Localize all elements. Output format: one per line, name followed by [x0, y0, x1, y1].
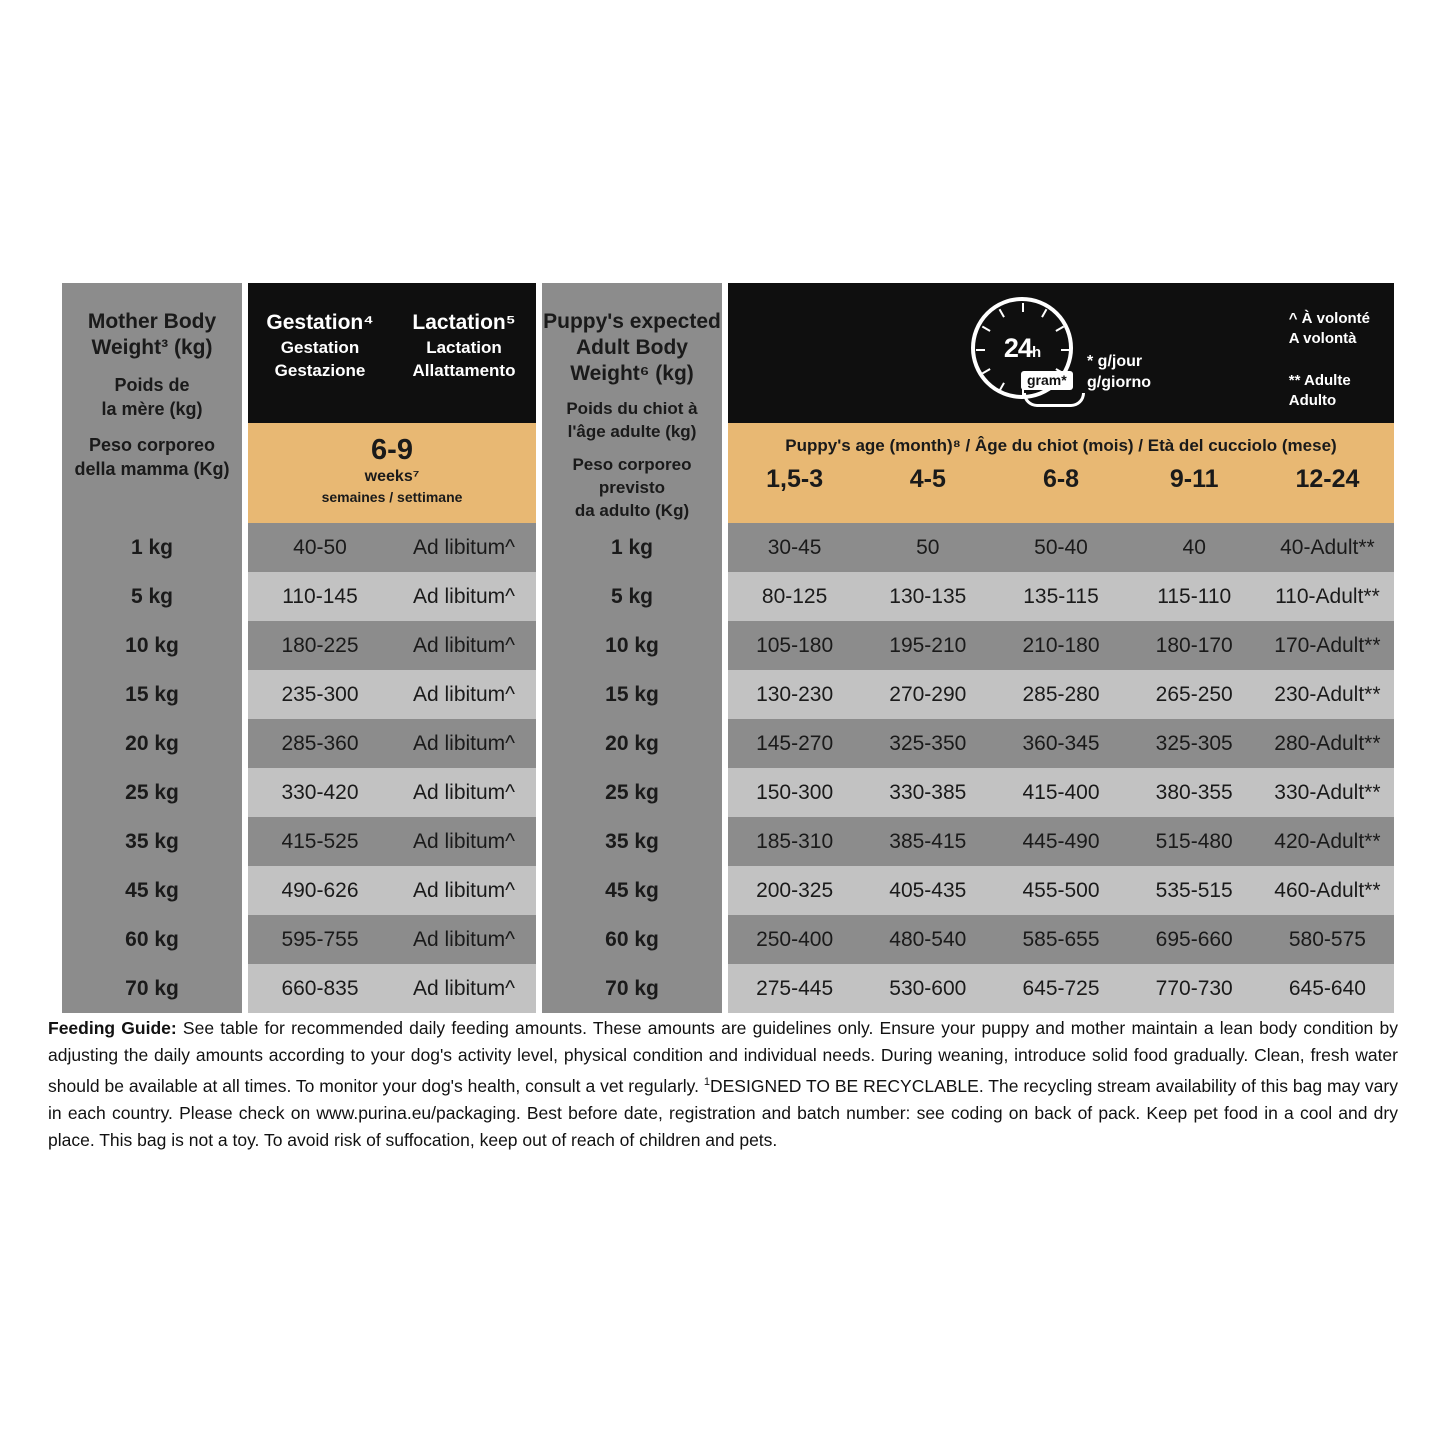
cell-gestation: 110-145 — [282, 584, 358, 608]
cell-age-0: 250-400 — [756, 927, 834, 951]
mother-header-fr-1: Poids de — [114, 375, 190, 395]
cell-mother-weight: 20 kg — [62, 719, 242, 768]
age-col-1: 4-5 — [909, 465, 946, 493]
lactation-label-it: Allattamento — [412, 361, 516, 380]
table-row — [62, 866, 1394, 915]
gestation-label-it: Gestazione — [274, 361, 366, 380]
cell-ages-group — [728, 719, 1394, 768]
cell-age-1: 480-540 — [889, 927, 967, 951]
age-col-3: 9-11 — [1169, 465, 1219, 493]
gestation-label-en: Gestation⁴ — [266, 311, 374, 334]
gram-per-day-it: g/giorno — [1087, 374, 1151, 391]
cell-age-3: 380-355 — [1155, 780, 1233, 804]
cell-gestation-lactation — [248, 817, 536, 866]
cell-age-1: 530-600 — [889, 976, 967, 1000]
cell-puppy-weight: 15 kg — [542, 670, 722, 719]
weeks-value: 6-9 — [371, 434, 413, 466]
cell-gestation-lactation — [248, 621, 536, 670]
cell-puppy-weight: 20 kg — [542, 719, 722, 768]
cell-puppy-weight: 1 kg — [542, 523, 722, 572]
cell-lactation: Ad libitum^ — [412, 927, 516, 951]
table-row — [62, 670, 1394, 719]
cell-age-3: 40 — [1182, 535, 1206, 559]
cell-ages-group — [728, 768, 1394, 817]
cell-mother-weight: 1 kg — [62, 523, 242, 572]
cell-ages-group — [728, 964, 1394, 1013]
cell-lactation: Ad libitum^ — [412, 878, 516, 902]
table-row — [62, 572, 1394, 621]
age-col-4: 12-24 — [1295, 465, 1360, 493]
feeding-guide-label: Feeding Guide: — [48, 1018, 177, 1038]
cell-lactation: Ad libitum^ — [412, 584, 516, 608]
cell-age-1: 195-210 — [889, 633, 967, 657]
cell-gestation-lactation — [248, 768, 536, 817]
weeks-label-en: weeks⁷ — [364, 468, 420, 485]
age-col-2: 6-8 — [1042, 465, 1080, 493]
cell-gestation: 490-626 — [281, 878, 359, 902]
cell-mother-weight: 15 kg — [62, 670, 242, 719]
lactation-header — [392, 309, 536, 423]
feeding-guide-text-2: DESIGNED TO BE RECYCLABLE. The recycling stream availability of this bag may vary in each country. Please check on www.purina.eu/packaging. Best before date, registration and batch number: see coding on back of pack. Keep pet food in a cool and dry place. This bag is not a toy. To avoid risk of suffocation, keep out of reach of children and pets. — [48, 1075, 1398, 1150]
cell-lactation: Ad libitum^ — [412, 731, 516, 755]
cell-age-4: 110-Adult** — [1275, 584, 1380, 608]
cell-gestation-lactation — [248, 915, 536, 964]
mother-header-it-2: della mamma (Kg) — [74, 459, 230, 479]
mother-weight-header — [62, 283, 242, 523]
cell-ages-group — [728, 866, 1394, 915]
clock-bowl-graphic — [971, 297, 1151, 399]
puppy-age-subheader — [728, 423, 1394, 523]
puppy-header-fr-1: Poids du chiot à — [566, 399, 698, 418]
lactation-label-en: Lactation⁵ — [412, 311, 516, 334]
cell-ages-group — [728, 915, 1394, 964]
note-ad-libitum-it: A volontà — [1288, 330, 1357, 347]
cell-puppy-weight: 25 kg — [542, 768, 722, 817]
clock-24h-icon — [971, 297, 1073, 399]
cell-age-4: 420-Adult** — [1274, 829, 1381, 853]
cell-lactation: Ad libitum^ — [412, 535, 516, 559]
cell-age-3: 535-515 — [1155, 878, 1233, 902]
table-row — [62, 915, 1394, 964]
footnote-marker: 1 — [703, 1076, 710, 1088]
table-row — [62, 719, 1394, 768]
cell-age-0: 80-125 — [761, 584, 828, 608]
daily-amount-header — [728, 283, 1394, 423]
cell-age-4: 170-Adult** — [1274, 633, 1381, 657]
cell-age-3: 515-480 — [1155, 829, 1233, 853]
cell-puppy-weight: 5 kg — [542, 572, 722, 621]
cell-age-0: 150-300 — [756, 780, 834, 804]
mother-header-it-1: Peso corporeo — [88, 435, 216, 455]
cell-mother-weight: 35 kg — [62, 817, 242, 866]
note-adult-it: Adulto — [1288, 392, 1337, 409]
cell-puppy-weight: 10 kg — [542, 621, 722, 670]
table-row — [62, 964, 1394, 1013]
puppy-header-it-2: da adulto (Kg) — [574, 501, 690, 520]
cell-gestation: 235-300 — [281, 682, 359, 706]
cell-gestation-lactation — [248, 719, 536, 768]
weeks-label-other: semaines / settimane — [321, 489, 463, 505]
table-row — [62, 817, 1394, 866]
cell-age-1: 270-290 — [889, 682, 967, 706]
cell-age-3: 115-110 — [1157, 584, 1232, 608]
cell-age-1: 385-415 — [889, 829, 967, 853]
note-ad-libitum-fr: ^ À volonté — [1288, 310, 1370, 327]
gestation-label-fr: Gestation — [280, 338, 360, 357]
cell-mother-weight: 25 kg — [62, 768, 242, 817]
cell-age-2: 210-180 — [1022, 633, 1100, 657]
cell-age-3: 770-730 — [1155, 976, 1233, 1000]
clock-unit: h — [1031, 344, 1041, 361]
cell-age-2: 360-345 — [1022, 731, 1100, 755]
puppy-age-caption: Puppy's age (month)⁸ / Âge du chiot (mois) / Età del cucciolo (mese) — [785, 436, 1337, 455]
cell-gestation: 180-225 — [281, 633, 359, 657]
cell-age-2: 285-280 — [1022, 682, 1100, 706]
cell-ages-group — [728, 670, 1394, 719]
cell-age-0: 105-180 — [756, 633, 834, 657]
cell-age-1: 50 — [916, 535, 940, 559]
table-body — [62, 523, 1394, 1013]
cell-age-4: 40-Adult** — [1280, 535, 1375, 559]
puppy-header-fr-2: l'âge adulte (kg) — [567, 422, 697, 441]
table-row — [62, 621, 1394, 670]
cell-puppy-weight: 45 kg — [542, 866, 722, 915]
cell-age-4: 230-Adult** — [1274, 682, 1381, 706]
cell-age-2: 135-115 — [1023, 584, 1099, 608]
cell-puppy-weight: 70 kg — [542, 964, 722, 1013]
gestation-lactation-header — [248, 283, 536, 423]
cell-mother-weight: 10 kg — [62, 621, 242, 670]
cell-gestation-lactation — [248, 572, 536, 621]
gram-label: gram* — [1021, 371, 1073, 390]
cell-age-2: 50-40 — [1034, 535, 1088, 559]
cell-age-2: 585-655 — [1022, 927, 1100, 951]
mother-weight-header-col — [62, 283, 242, 523]
cell-age-2: 445-490 — [1022, 829, 1100, 853]
puppy-header-en-3: Weight⁶ (kg) — [570, 362, 694, 385]
feeding-guide-footnote — [48, 1015, 1398, 1154]
cell-gestation: 415-525 — [281, 829, 359, 853]
cell-mother-weight: 70 kg — [62, 964, 242, 1013]
food-bowl-icon — [1021, 371, 1105, 407]
gestation-weeks-subheader — [248, 423, 536, 523]
cell-gestation-lactation — [248, 964, 536, 1013]
cell-lactation: Ad libitum^ — [412, 829, 516, 853]
clock-number: 24 — [1003, 333, 1032, 363]
cell-ages-group — [728, 621, 1394, 670]
bowl-shape — [1023, 393, 1085, 407]
cell-age-3: 180-170 — [1155, 633, 1233, 657]
cell-lactation: Ad libitum^ — [412, 682, 516, 706]
mother-header-en-2: Weight³ (kg) — [91, 336, 213, 359]
cell-gestation-lactation — [248, 523, 536, 572]
note-adult-fr: ** Adulte — [1288, 372, 1351, 389]
feeding-table — [62, 283, 1394, 1013]
cell-ages-group — [728, 572, 1394, 621]
cell-age-0: 275-445 — [756, 976, 834, 1000]
cell-gestation-lactation — [248, 866, 536, 915]
puppy-header-en-1: Puppy's expected — [543, 310, 721, 333]
cell-age-3: 695-660 — [1155, 927, 1233, 951]
puppy-weight-header-col — [542, 283, 722, 523]
legend-notes — [1289, 309, 1370, 411]
cell-age-3: 325-305 — [1155, 731, 1233, 755]
feeding-guide-text: See table for recommended daily feeding amounts. These amounts are guidelines only. Ensure your puppy and mother maintain a lean body condition by adjusting the daily amounts according to your dog's activity level, physical condition and individual needs. During weaning, introduce solid food gradually. Clean, fresh water should be available at all times. To monitor your dog's health, consult a vet regularly. — [48, 1018, 1398, 1096]
cell-gestation-lactation — [248, 670, 536, 719]
cell-lactation: Ad libitum^ — [412, 976, 516, 1000]
cell-ages-group — [728, 817, 1394, 866]
cell-ages-group — [728, 523, 1394, 572]
cell-age-1: 325-350 — [889, 731, 967, 755]
cell-mother-weight: 45 kg — [62, 866, 242, 915]
cell-age-2: 645-725 — [1022, 976, 1100, 1000]
cell-age-4: 645-640 — [1288, 976, 1366, 1000]
cell-age-0: 30-45 — [767, 535, 822, 559]
cell-age-4: 460-Adult** — [1274, 878, 1381, 902]
ages-header-col — [728, 283, 1394, 523]
cell-age-0: 200-325 — [756, 878, 834, 902]
cell-age-0: 130-230 — [756, 682, 834, 706]
table-header — [62, 283, 1394, 523]
cell-age-2: 415-400 — [1022, 780, 1100, 804]
cell-gestation: 595-755 — [281, 927, 359, 951]
cell-age-2: 455-500 — [1022, 878, 1100, 902]
mother-header-en-1: Mother Body — [87, 310, 217, 333]
cell-lactation: Ad libitum^ — [412, 633, 516, 657]
cell-age-1: 405-435 — [889, 878, 967, 902]
cell-puppy-weight: 35 kg — [542, 817, 722, 866]
gram-per-day-fr: * g/jour — [1087, 353, 1143, 370]
cell-puppy-weight: 60 kg — [542, 915, 722, 964]
table-row — [62, 523, 1394, 572]
gestation-header — [248, 309, 392, 423]
age-column-labels — [728, 463, 1394, 495]
cell-age-4: 280-Adult** — [1274, 731, 1381, 755]
cell-age-1: 130-135 — [889, 584, 967, 608]
mother-header-fr-2: la mère (kg) — [101, 399, 203, 419]
cell-gestation: 330-420 — [281, 780, 359, 804]
cell-mother-weight: 5 kg — [62, 572, 242, 621]
cell-lactation: Ad libitum^ — [412, 780, 516, 804]
puppy-header-it-1: Peso corporeo previsto — [572, 455, 692, 497]
cell-age-0: 185-310 — [756, 829, 834, 853]
cell-age-1: 330-385 — [889, 780, 967, 804]
lactation-label-fr: Lactation — [426, 338, 502, 357]
cell-gestation: 285-360 — [281, 731, 359, 755]
cell-age-3: 265-250 — [1155, 682, 1233, 706]
cell-gestation: 40-50 — [293, 535, 347, 559]
age-col-0: 1,5-3 — [766, 465, 824, 493]
cell-gestation: 660-835 — [281, 976, 359, 1000]
puppy-header-en-2: Adult Body — [576, 336, 688, 359]
puppy-weight-header — [542, 283, 722, 523]
cell-mother-weight: 60 kg — [62, 915, 242, 964]
gestation-lactation-header-col — [248, 283, 536, 523]
cell-age-0: 145-270 — [756, 731, 834, 755]
table-row — [62, 768, 1394, 817]
cell-age-4: 330-Adult** — [1274, 780, 1381, 804]
cell-age-4: 580-575 — [1288, 927, 1366, 951]
